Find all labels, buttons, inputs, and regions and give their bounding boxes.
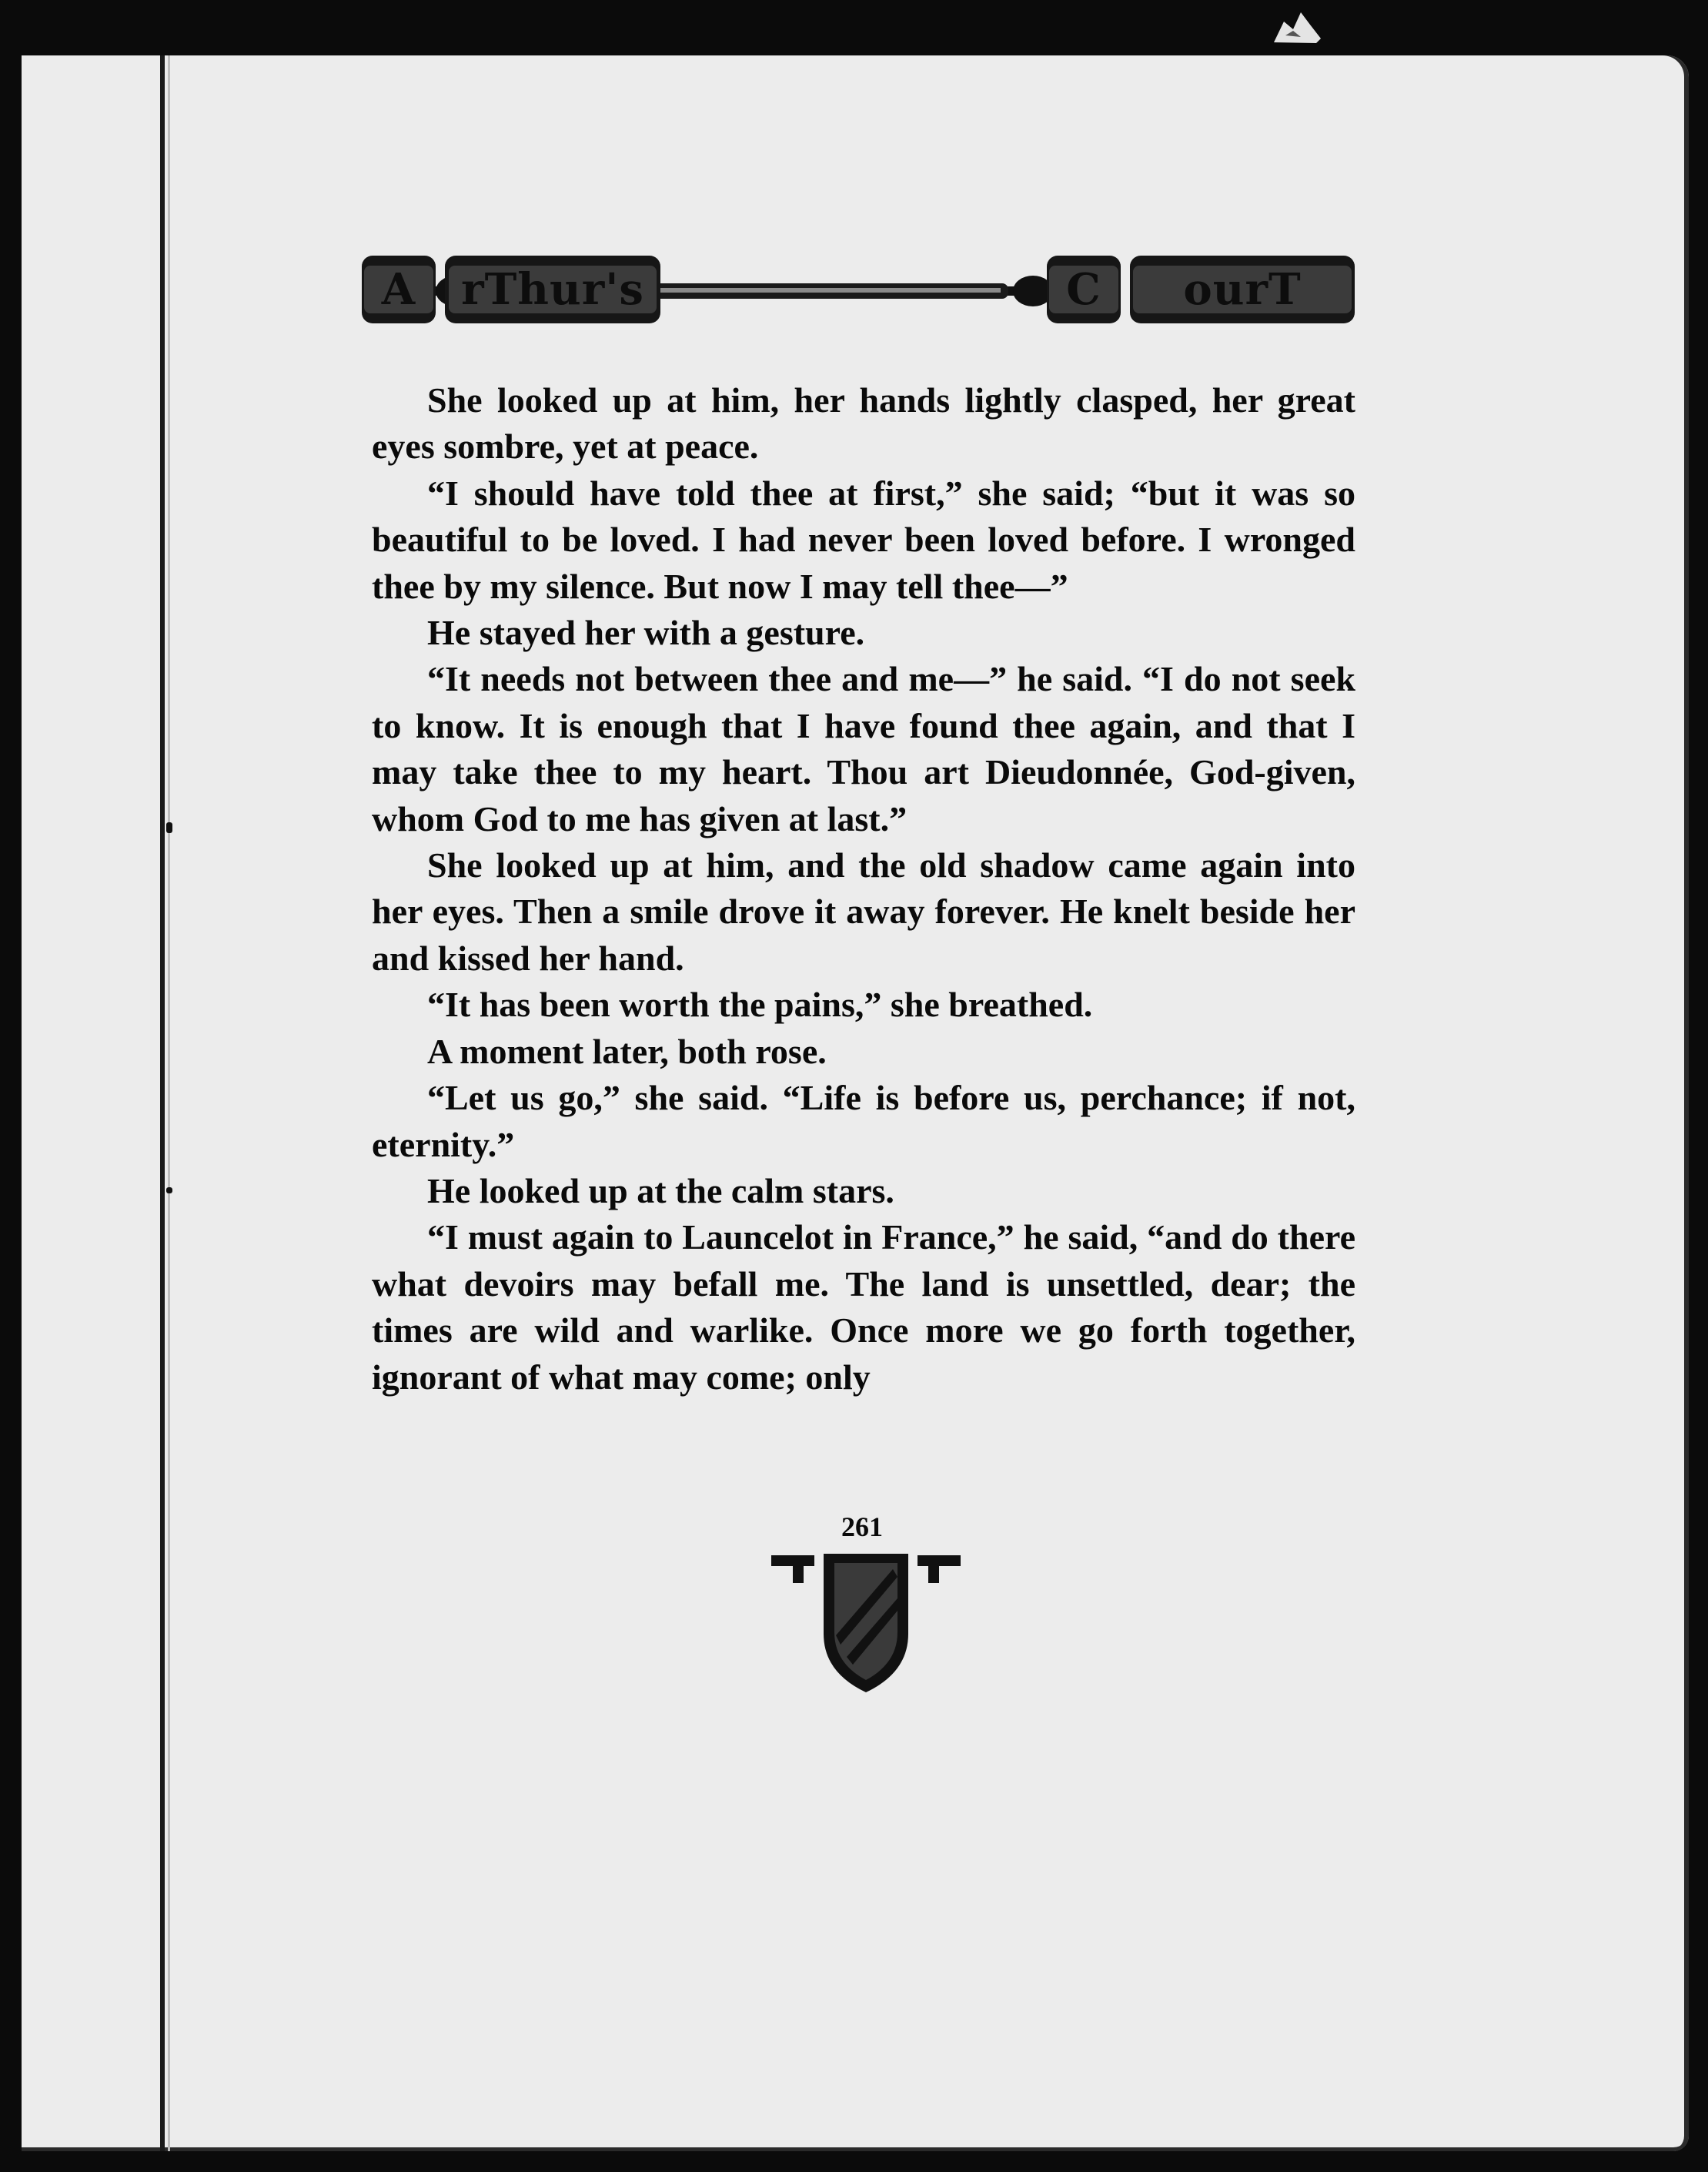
binding-mark (166, 1187, 172, 1193)
paragraph: He stayed her with a gesture. (427, 613, 865, 653)
paragraph: “It has been worth the pains,” she breathed. (427, 985, 1093, 1025)
header-initial-plate (1047, 256, 1121, 323)
paragraph: “I must again to Launcelot in France,” he said, “and do there what devoirs may befall me. The land is unsettled, dear; the times are wild and warlike. Once more we go forth together, ignorant of what may come; only (372, 1217, 1355, 1397)
paragraph: “Let us go,” she said. “Life is before us, perchance; if not, eternity.” (372, 1078, 1355, 1164)
paragraph: She looked up at him, her hands lightly clasped, her great eyes sombre, yet at peace. (372, 380, 1355, 467)
paragraph: “I should have told thee at first,” she said; “but it was so beautiful to be loved. I had never been loved before. I wronged thee by my silence. But now I may tell thee—” (372, 473, 1355, 606)
running-header (362, 253, 1355, 330)
header-word-court: ourT (1133, 266, 1352, 313)
paragraph: A moment later, both rose. (427, 1031, 827, 1071)
book-page (22, 55, 1689, 2151)
page-number: 261 (841, 1511, 883, 1542)
paragraph: He looked up at the calm stars. (427, 1170, 894, 1210)
header-initial-a: A (364, 266, 433, 313)
header-initial-plate (362, 256, 436, 323)
header-word-arthurs: rThur's (449, 266, 657, 313)
page-gutter-edge (168, 55, 170, 2151)
paragraph: “It needs not between thee and me—” he said. “I do not seek to know. It is enough that I have found thee again, and that I may take thee to my heart. Thou art Dieudonnée, God-given, whom God to me has given at last.” (372, 659, 1355, 838)
shield-ornament-icon (770, 1549, 962, 1695)
paragraph: She looked up at him, and the old shadow came again into her eyes. Then a smile drove it away forever. He knelt beside her and kissed her hand. (372, 845, 1355, 978)
binding-mark (166, 822, 172, 833)
header-initial-c: C (1049, 266, 1118, 313)
header-word-plate (1130, 256, 1355, 323)
body-text (372, 377, 1355, 1401)
page-gutter (160, 55, 165, 2151)
header-word-plate (445, 256, 660, 323)
corner-debris-mark (1270, 8, 1324, 46)
